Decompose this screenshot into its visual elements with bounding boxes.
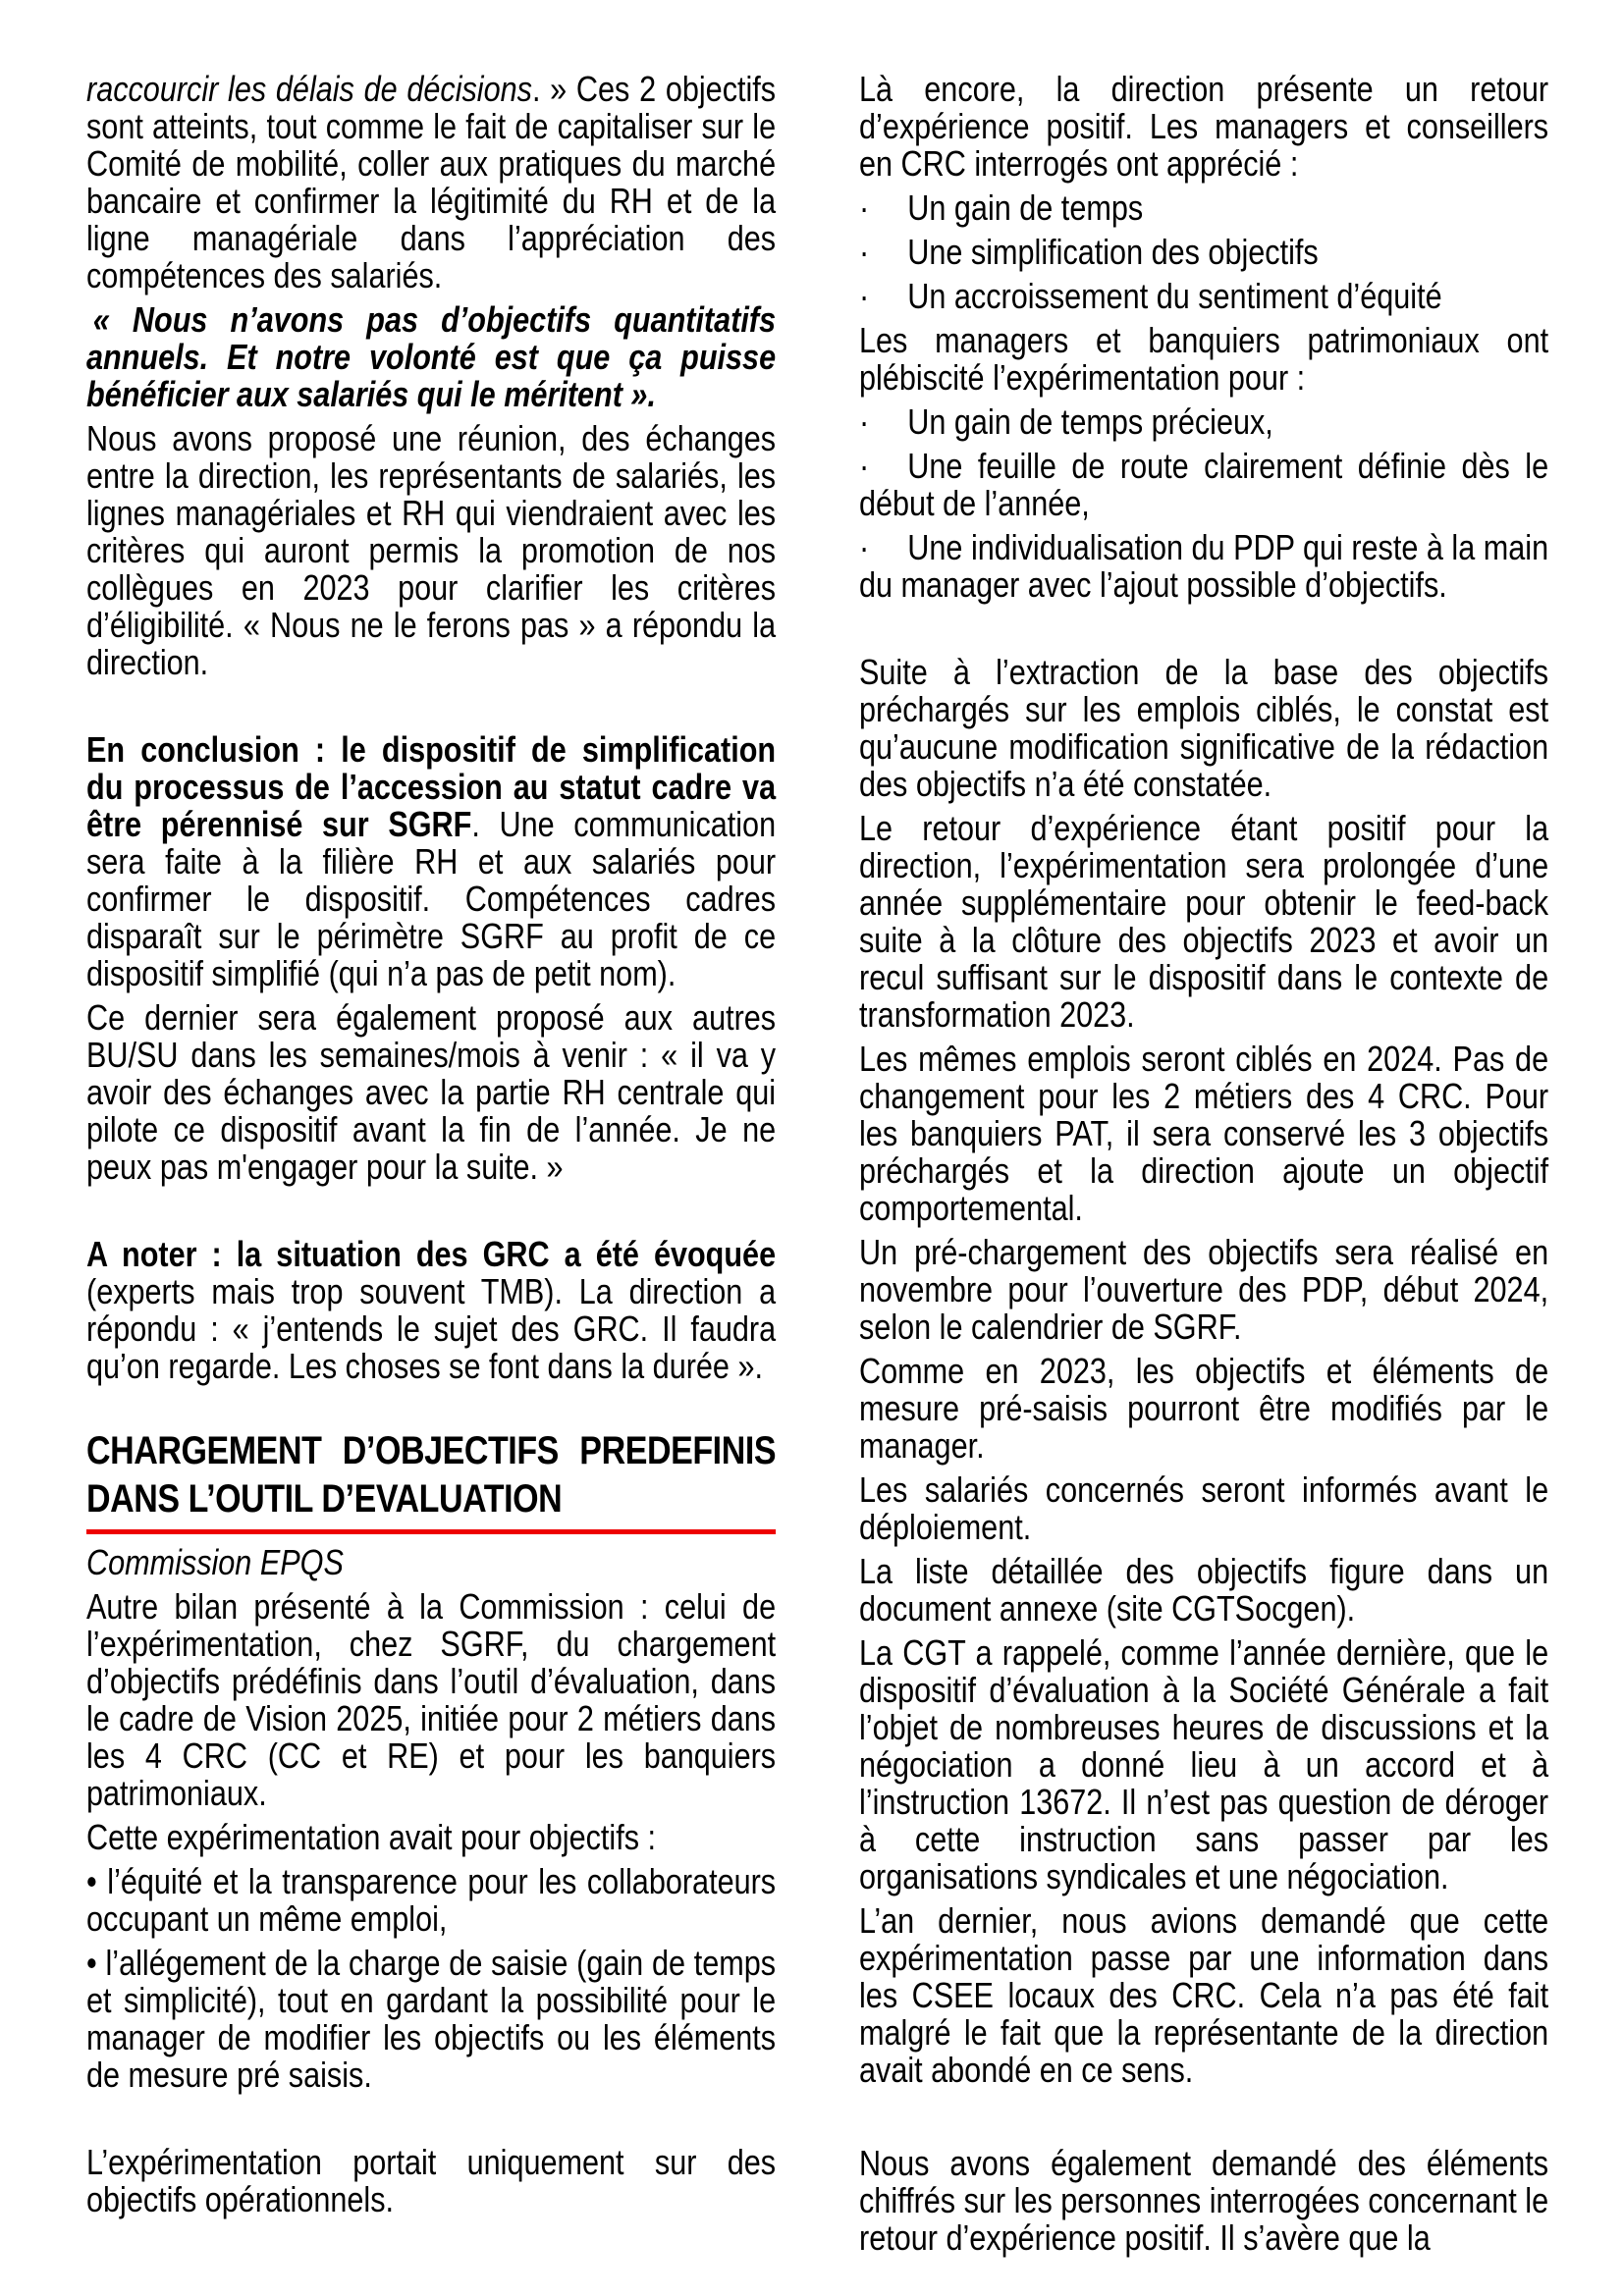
list-item-text: Une individualisation du PDP qui reste à la main du manager avec l’ajout possible d’objectifs. [859,527,1549,605]
list-item [859,448,1548,522]
section-heading [86,1427,776,1523]
paragraph: L’expérimentation portait uniquement sur des objectifs opérationnels. [86,2142,777,2219]
paragraph-text: (experts mais trop souvent TMB). La direction a répondu : « j’entends le sujet des GRC. Il faudra qu’on regarde. Les choses se font dans la durée ». [86,1271,777,1386]
left-column-text [86,71,776,2218]
right-column-text [859,71,1548,2257]
dot-bullet-icon: · [859,446,870,486]
blank-line [86,1392,776,1427]
right-column [859,71,1548,2264]
paragraph: Comme en 2023, les objectifs et éléments de mesure pré-saisis pourront être modifiés par le manager. [859,1351,1549,1466]
blank-line [859,2096,1548,2145]
paragraph-text: . » Ces 2 objectifs sont atteints, tout comme le fait de capitaliser sur le Comité de mobilité, coller aux pratiques du marché bancaire et confirmer la légitimité du RH et de la ligne managériale dans l’appréciation des compétences des salariés. [86,69,777,295]
paragraph: Ce dernier sera également proposé aux autres BU/SU dans les semaines/mois à venir : « il va y avoir des échanges avec la partie RH centrale qui pilote ce dispositif avant la fin de l’année. Je ne peux pas m'engager pour la suite. » [86,997,777,1187]
dot-bullet-icon: · [859,401,870,442]
left-column [86,71,776,2264]
paragraph-text: . Une communication sera faite à la filière RH et aux salariés pour confirmer le dispositif. Compétences cadres disparaît sur le périmètre SGRF au profit de ce dispositif simplifié (qui n’a pas de petit nom). [86,804,777,993]
paragraph: Un pré-chargement des objectifs sera réalisé en novembre pour l’ouverture des PDP, début 2024, selon le calendrier de SGRF. [859,1232,1549,1347]
list-item [859,403,1548,441]
list-item: • l’allégement de la charge de saisie (gain de temps et simplicité), tout en gardant la possibilité pour le manager de modifier les objectifs ou les éléments de mesure pré saisis. [86,1943,777,2095]
list-item-text: Un gain de temps précieux, [907,401,1273,442]
list-item-text: Une simplification des objectifs [907,232,1319,272]
note-paragraph [86,1236,776,1385]
conclusion-paragraph [86,731,776,992]
note-lead-bold: A noter : la situation des GRC a été évoquée [86,1234,777,1274]
blank-line [86,688,776,731]
dot-bullet-icon: · [859,276,870,316]
dot-bullet-icon: · [859,232,870,272]
paragraph: Nous avons également demandé des éléments chiffrés sur les personnes interrogées concernant le retour d’expérience positif. Il s’avère que la [859,2143,1549,2258]
conclusion-lead-bold: En conclusion : le dispositif de simplification du processus de l’accession au statut cadre va être pérennisé sur SGRF [86,729,777,844]
list-item-text: Une feuille de route clairement définie dès le début de l’année, [859,446,1549,523]
section-heading-line2: DANS L’OUTIL D’EVALUATION [86,1477,563,1521]
blank-line [86,1193,776,1236]
blank-line [86,2101,776,2144]
paragraph: Là encore, la direction présente un retour d’expérience positif. Les managers et conseillers en CRC interrogés ont apprécié : [859,69,1549,184]
paragraph: Les managers et banquiers patrimoniaux ont plébiscité l’expérimentation pour : [859,320,1549,398]
paragraph: Les salariés concernés seront informés avant le déploiement. [859,1469,1549,1547]
list-item-text: Un accroissement du sentiment d’équité [907,276,1442,316]
paragraph: Les mêmes emplois seront ciblés en 2024. Pas de changement pour les 2 métiers des 4 CRC. Pour les banquiers PAT, il sera conservé les 3 objectifs préchargés et la direction ajoute un objectif comportemental. [859,1039,1549,1228]
paragraph: Nous avons proposé une réunion, des échanges entre la direction, les représentants de salariés, les lignes managériales et RH qui viendraient avec les critères qui auront permis la promotion de nos collègues en 2023 pour clarifier les critères d’éligibilité. « Nous ne le ferons pas » a répondu la direction. [86,418,777,682]
paragraph: La liste détaillée des objectifs figure dans un document annexe (site CGTSocgen). [859,1551,1549,1629]
list-item [859,278,1548,315]
section-heading-line1: CHARGEMENT D’OBJECTIFS PREDEFINIS [86,1429,777,1472]
blank-line [859,611,1548,654]
paragraph: La CGT a rappelé, comme l’année dernière, que le dispositif d’évaluation à la Société Générale a fait l’objet de nombreuses heures de discussions et la négociation a donné lieu à un accord et à l’instruction 13672. Il n’est pas question de déroger à cette instruction sans passer par les organisations syndicales et une négociation. [859,1632,1549,1896]
list-item [859,529,1548,604]
paragraph: Autre bilan présenté à la Commission : celui de l’expérimentation, chez SGRF, du chargement d’objectifs prédéfinis dans l’outil d’évaluation, dans le cadre de Vision 2025, initiée pour 2 métiers dans les 4 CRC (CC et RE) et pour les banquiers patrimoniaux. [86,1586,777,1813]
section-subtitle: Commission EPQS [86,1542,344,1582]
italic-quote-fragment: raccourcir les délais de décisions [86,69,532,109]
paragraph-continuation [86,71,776,294]
paragraph: Suite à l’extraction de la base des objectifs préchargés sur les emplois ciblés, le constat est qu’aucune modification significative de la rédaction des objectifs n’a été constatée. [859,652,1549,804]
list-item [859,189,1548,227]
direction-quote-paragraph: « Nous n’avons pas d’objectifs quantitatifs annuels. Et notre volonté est que ça puisse bénéficier aux salariés qui le méritent ». [86,299,777,414]
dot-bullet-icon: · [859,527,870,567]
dot-bullet-icon: · [859,187,870,228]
list-item: • l’équité et la transparence pour les collaborateurs occupant un même emploi, [86,1861,777,1939]
red-rule-divider [86,1529,776,1534]
list-item-text: Un gain de temps [907,187,1144,228]
paragraph: L’an dernier, nous avions demandé que cette expérimentation passe par une information dans les CSEE locaux des CRC. Cela n’a pas été fait malgré le fait que la représentante de la direction avait abondé en ce sens. [859,1900,1549,2090]
paragraph: Le retour d’expérience étant positif pour la direction, l’expérimentation sera prolongée d’une année supplémentaire pour obtenir le feed-back suite à la clôture des objectifs 2023 et avoir un recul suffisant sur le dispositif dans le contexte de transformation 2023. [859,808,1549,1035]
paragraph: Cette expérimentation avait pour objectifs : [86,1817,657,1857]
list-item [859,234,1548,271]
